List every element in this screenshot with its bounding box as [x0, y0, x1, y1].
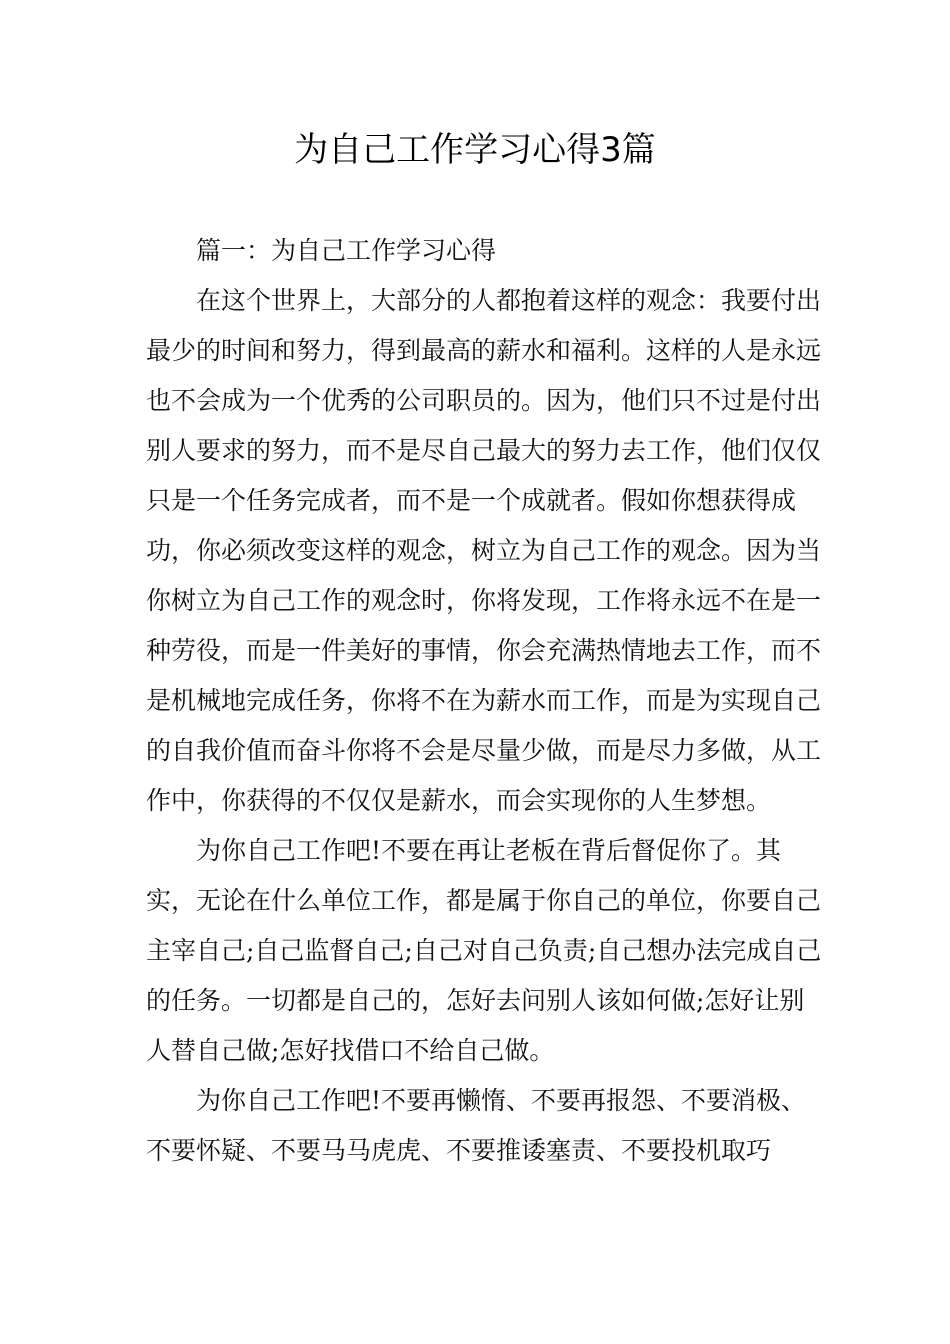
- document-title: 为自己工作学习心得3篇: [294, 130, 656, 170]
- paragraph-3: 为你自己工作吧!不要再懒惰、不要再报怨、不要消极、不要怀疑、不要马马虎虎、不要推诿塞责、不要投机取巧: [146, 1086, 807, 1165]
- document-body: [146, 226, 826, 1176]
- paragraph-2: 为你自己工作吧!不要在再让老板在背后督促你了。其实，无论在什么单位工作，都是属于你自己的单位，你要自己主宰自己;自己监督自己;自己对自己负责;自己想办法完成自己的任务。一切都是自己的，怎好去问别人该如何做;怎好让别人替自己做;怎好找借口不给自己做。: [146, 836, 822, 1065]
- paragraph-1: 在这个世界上，大部分的人都抱着这样的观念：我要付出最少的时间和努力，得到最高的薪水和福利。这样的人是永远也不会成为一个优秀的公司职员的。因为，他们只不过是付出别人要求的努力，而不是尽自己最大的努力去工作，他们仅仅只是一个任务完成者，而不是一个成就者。假如你想获得成功，你必须改变这样的观念，树立为自己工作的观念。因为当你树立为自己工作的观念时，你将发现，工作将永远不在是一种劳役，而是一件美好的事情，你会充满热情地去工作，而不是机械地完成任务，你将不在为薪水而工作，而是为实现自己的自我价值而奋斗你将不会是尽量少做，而是尽力多做，从工作中，你获得的不仅仅是薪水，而会实现你的人生梦想。: [146, 286, 822, 815]
- section-heading: 篇一：为自己工作学习心得: [196, 236, 497, 265]
